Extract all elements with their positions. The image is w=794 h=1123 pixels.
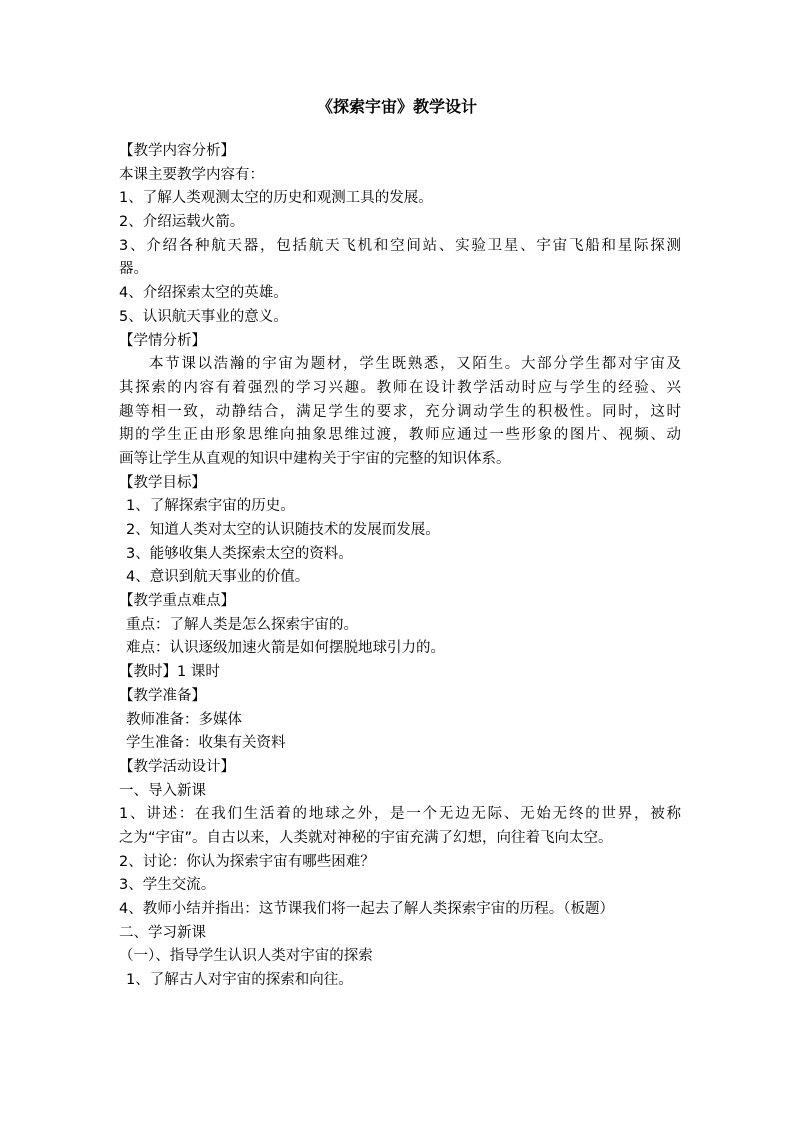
body-line: 期的学生正由形象思维向抽象思维过渡，教师应通过一些形象的图片、视频、动 [119,427,681,444]
document-title: 《探索宇宙》教学设计 [316,97,477,116]
list-item: 2、知道人类对太空的认识随技术的发展而发展。 [126,522,440,538]
document-body [119,140,681,993]
section-heading: 【教时】1 课时 [119,664,220,681]
list-item: 1、了解探索宇宙的历史。 [126,498,295,515]
section-heading: 【教学活动设计】 [119,758,235,775]
list-item: 3、介绍各种航天器，包括航天飞机和空间站、实验卫星、宇宙飞船和星际探测 [119,237,681,254]
body-line: 趣等相一致，动静结合，满足学生的要求，充分调动学生的积极性。同时，这时 [119,403,681,420]
list-item: 3、学生交流。 [119,877,216,894]
list-item: 1、讲述：在我们生活着的地球之外，是一个无边无际、无始无终的世界，被称 [119,806,681,823]
list-item: 1、了解人类观测太空的历史和观测工具的发展。 [119,190,433,207]
section-heading: 【学情分析】 [119,332,206,349]
list-item: 4、介绍探索太空的英雄。 [119,285,288,302]
list-item: 3、能够收集人类探索太空的资料。 [126,545,353,562]
sub-heading: （一）、指导学生认识人类对宇宙的探索 [119,948,373,965]
part-heading: 一、导入新课 [119,782,206,799]
list-item: 2、介绍运载火箭。 [119,214,245,231]
list-item: 1、了解古人对宇宙的探索和向往。 [126,972,353,989]
list-item: 4、意识到航天事业的价值。 [126,569,310,586]
body-line: 之为“宇宙”。自古以来，人类就对神秘的宇宙充满了幻想，向往着飞向太空。 [119,829,613,846]
body-line: 本节课以浩瀚的宇宙为题材，学生既熟悉，又陌生。大部分学生都对宇宙及 [149,356,681,373]
section-heading: 【教学目标】 [119,474,206,491]
list-item: 5、认识航天事业的意义。 [119,308,288,325]
list-item: 4、教师小结并指出：这节课我们将一起去了解人类探索宇宙的历程。（板题） [119,901,614,917]
body-line: 难点：认识逐级加速火箭是如何摆脱地球引力的。 [126,640,445,657]
body-line: 其探索的内容有着强烈的学习兴趣。教师在设计教学活动时应与学生的经验、兴 [119,379,681,396]
body-line: 重点：了解人类是怎么探索宇宙的。 [126,616,358,633]
section-heading: 【教学内容分析】 [119,143,235,159]
body-line: 画等让学生从直观的知识中建构关于宇宙的完整的知识体系。 [119,450,511,467]
body-line: 器。 [119,261,148,278]
body-line: 学生准备：收集有关资料 [126,735,286,752]
section-heading: 【教学重点难点】 [119,593,235,610]
part-heading: 二、学习新课 [119,924,206,941]
body-line: 教师准备：多媒体 [126,711,242,728]
body-line: 本课主要教学内容有： [119,166,264,183]
section-heading: 【教学准备】 [119,687,206,704]
list-item: 2、讨论：你认为探索宇宙有哪些困难？ [119,853,375,870]
